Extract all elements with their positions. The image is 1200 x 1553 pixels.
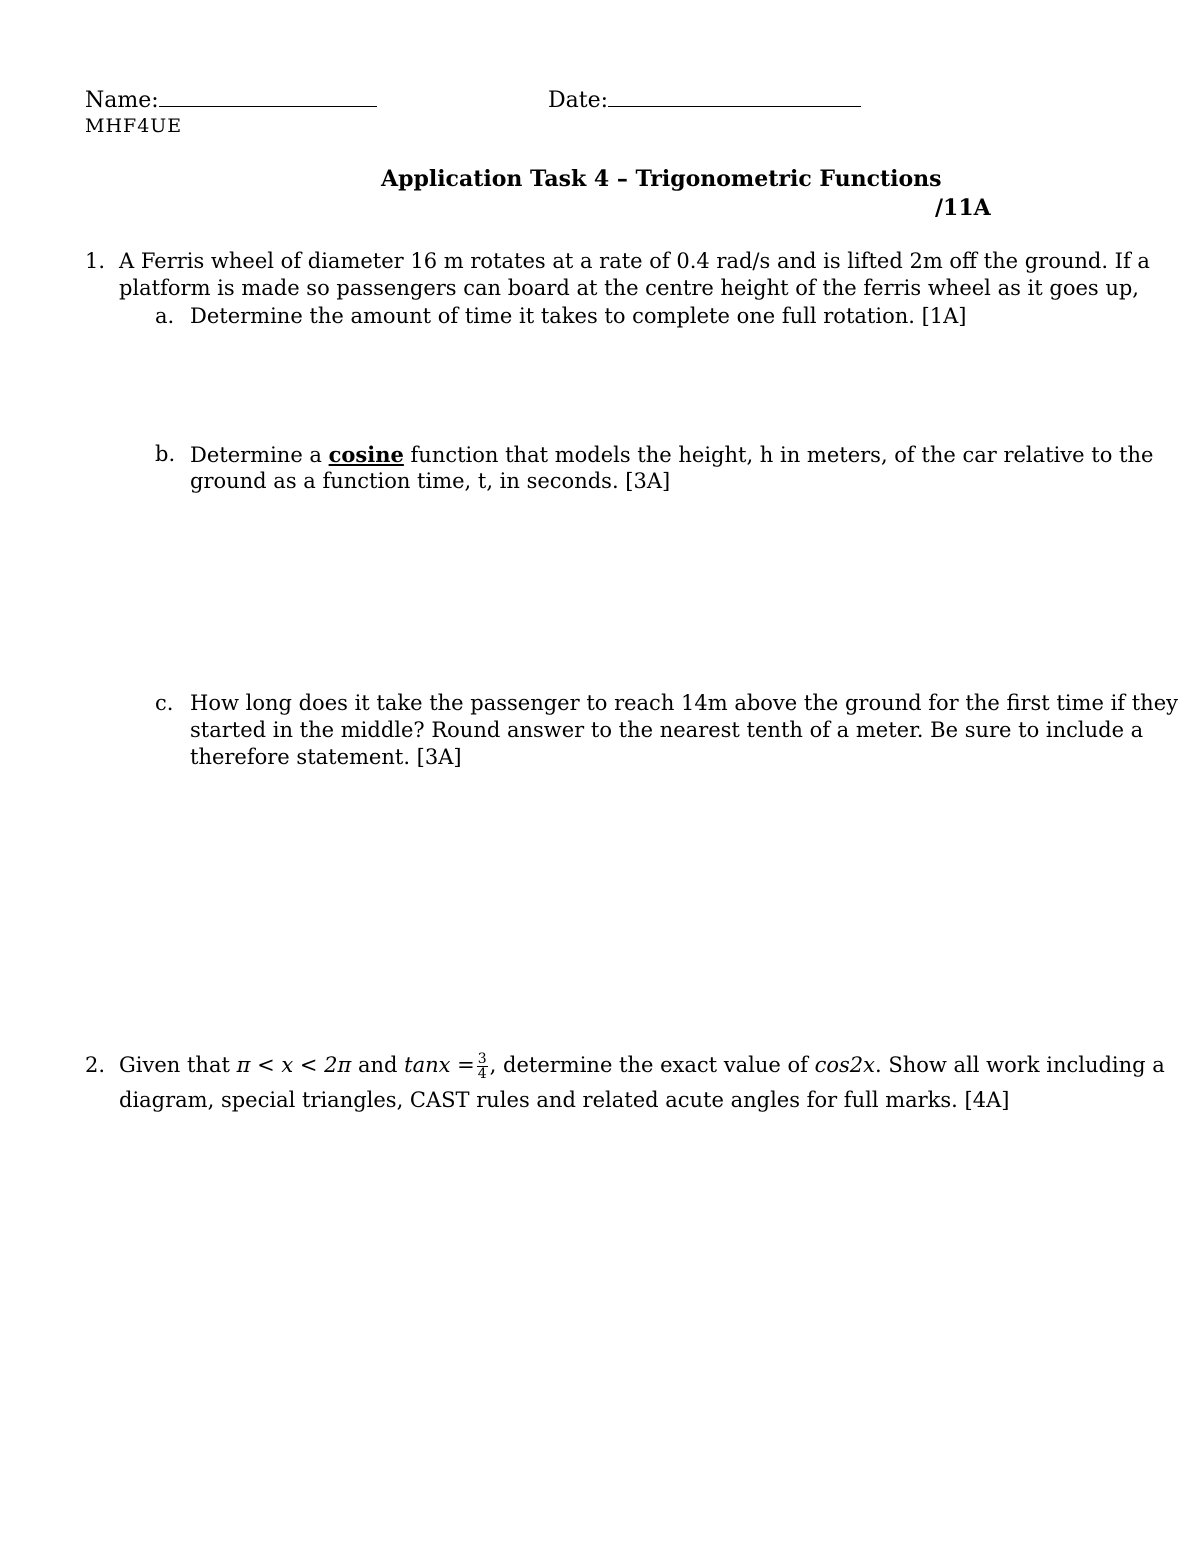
page-title: Application Task 4 – Trigonometric Functions (381, 166, 942, 192)
question-1b (155, 441, 1154, 501)
q2-cos-expr: cos2x (814, 1053, 875, 1077)
q2-inequality: π < x < 2π (236, 1053, 352, 1077)
question-1-line-1: A Ferris wheel of diameter 16 m rotates at a rate of 0.4 rad/s and is lifted 2m off the ground. If a (119, 249, 1150, 273)
question-1c-line-1: How long does it take the passenger to reach 14m above the ground for the first time if they (190, 691, 1178, 715)
q2-frac-num: 3 (477, 1051, 487, 1067)
question-2-line-1 (119, 1052, 1165, 1081)
q2-given: Given that (119, 1053, 237, 1077)
course-code: MHF4UE (85, 115, 183, 137)
question-1b-line-2: ground as a function time, t, in seconds. [3A] (190, 469, 671, 493)
total-marks: /11A (935, 195, 991, 221)
name-label: Name: (85, 88, 159, 113)
date-blank[interactable] (608, 88, 861, 107)
q2-frac-den: 4 (477, 1066, 487, 1082)
keyword-cosine: cosine (328, 442, 404, 467)
q2-tan-expr: tanx = (404, 1053, 475, 1077)
part-label: b. (155, 442, 176, 466)
question-1 (85, 248, 1150, 308)
part-label: a. (155, 304, 175, 328)
question-1c-line-3: therefore statement. [3A] (190, 745, 462, 769)
question-1c-line-2: started in the middle? Round answer to the nearest tenth of a meter. Be sure to include a (190, 718, 1144, 742)
question-number: 2. (85, 1053, 106, 1077)
question-number: 1. (85, 249, 106, 273)
q2-mid: , determine the exact value of (489, 1053, 815, 1077)
question-2-line-2: diagram, special triangles, CAST rules and related acute angles for full marks. [4A] (119, 1088, 1010, 1112)
q2-fraction (477, 1052, 488, 1081)
question-2 (85, 1052, 1165, 1117)
question-1-line-2: platform is made so passengers can board at the centre height of the ferris wheel as it goes up, (119, 276, 1139, 300)
question-1c (155, 690, 1178, 775)
question-1b-post: function that models the height, h in meters, of the car relative to the (403, 443, 1154, 467)
q2-line1-end: . Show all work including a (875, 1053, 1165, 1077)
date-label: Date: (548, 88, 609, 113)
question-1b-pre: Determine a (190, 443, 329, 467)
date-field[interactable] (548, 88, 861, 113)
name-field[interactable] (85, 88, 377, 113)
part-label: c. (155, 691, 174, 715)
question-1b-line-1 (190, 441, 1153, 469)
question-1a-text: Determine the amount of time it takes to complete one full rotation. [1A] (190, 304, 967, 328)
q2-and: and (351, 1053, 405, 1077)
name-blank[interactable] (159, 88, 377, 107)
